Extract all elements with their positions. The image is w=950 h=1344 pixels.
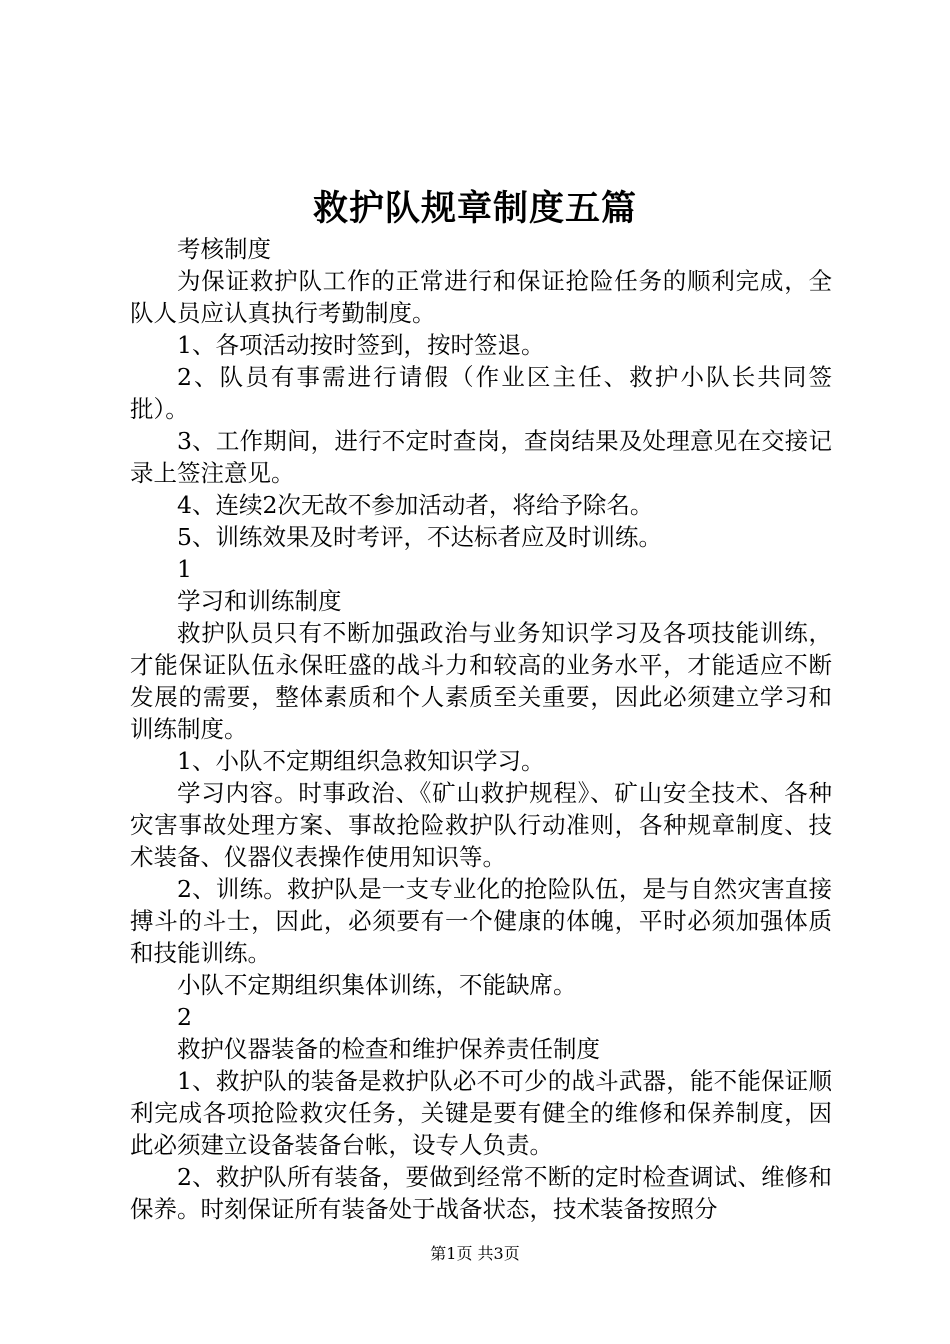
paragraph: 为保证救护队工作的正常进行和保证抢险任务的顺利完成，全队人员应认真执行考勤制度。 [130, 267, 832, 327]
document-body [130, 233, 832, 1225]
section-number: 2 [177, 1003, 192, 1031]
section-heading: 学习和训练制度 [177, 587, 342, 615]
paragraph: 救护队员只有不断加强政治与业务知识学习及各项技能训练，才能保证队伍永保旺盛的战斗力和较高的业务水平，才能适应不断发展的需要，整体素质和个人素质至关重要，因此必须建立学习和训练制度。 [130, 619, 832, 743]
paragraph: 1、救护队的装备是救护队必不可少的战斗武器，能不能保证顺利完成各项抢险救灾任务，关键是要有健全的维修和保养制度，因此必须建立设备装备台帐，设专人负责。 [130, 1067, 832, 1159]
section-number: 1 [177, 555, 192, 583]
paragraph: 考核制度 [177, 235, 271, 263]
paragraph: 1、各项活动按时签到，按时签退。 [177, 331, 545, 359]
paragraph: 2、队员有事需进行请假（作业区主任、救护小队长共同签批）。 [130, 363, 832, 423]
paragraph: 学习内容。时事政治、《矿山救护规程》、矿山安全技术、各种灾害事故处理方案、事故抢险救护队行动准则，各种规章制度、技术装备、仪器仪表操作使用知识等。 [130, 779, 832, 871]
section-heading: 救护仪器装备的检查和维护保养责任制度 [177, 1035, 600, 1063]
paragraph: 1、小队不定期组织急救知识学习。 [177, 747, 545, 775]
paragraph: 小队不定期组织集体训练，不能缺席。 [177, 971, 577, 999]
paragraph: 3、工作期间，进行不定时查岗，查岗结果及处理意见在交接记录上签注意见。 [130, 427, 832, 487]
page-title: 救护队规章制度五篇 [312, 188, 637, 229]
page-footer: 第1页 共3页 [430, 1244, 520, 1263]
paragraph: 5、训练效果及时考评，不达标者应及时训练。 [177, 523, 662, 551]
paragraph: 2、救护队所有装备，要做到经常不断的定时检查调试、维修和保养。时刻保证所有装备处于战备状态，技术装备按照分 [130, 1163, 832, 1223]
paragraph: 4、连续2次无故不参加活动者，将给予除名。 [177, 491, 654, 519]
paragraph: 2、训练。救护队是一支专业化的抢险队伍，是与自然灾害直接搏斗的斗士，因此，必须要有一个健康的体魄，平时必须加强体质和技能训练。 [130, 875, 832, 967]
